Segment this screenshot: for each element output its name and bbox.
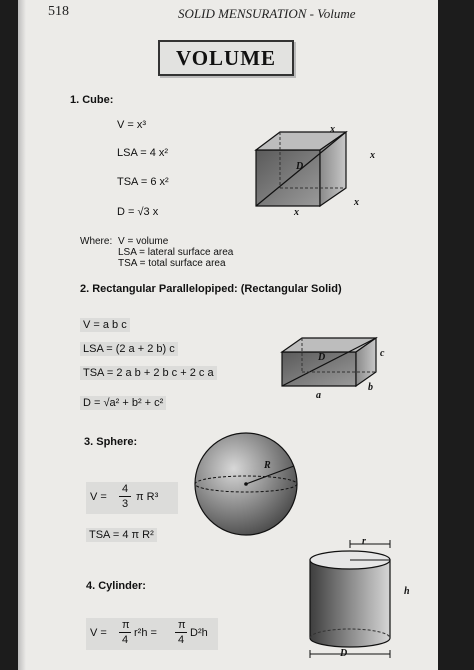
sphere-volume-numerator: 4: [122, 483, 129, 495]
cylinder-fraction2-numerator: π: [178, 619, 186, 631]
title-box: [158, 40, 294, 76]
rect-label-a: a: [316, 390, 321, 401]
fraction-bar: [119, 632, 131, 633]
cube-label-top-x: x: [330, 124, 335, 135]
cylinder-label-h: h: [404, 586, 410, 597]
rect-volume-formula: V = a b c: [80, 318, 130, 332]
where-line-lsa: LSA = lateral surface area: [118, 247, 234, 258]
sphere-volume-rhs: π R³: [136, 491, 159, 503]
cylinder-fraction1-denominator: 4: [122, 634, 129, 646]
sphere-heading: 3. Sphere:: [84, 436, 138, 448]
rect-heading: 2. Rectangular Parallelopiped: (Rectangular Solid): [80, 283, 342, 295]
sphere-volume-formula: [86, 482, 178, 514]
page-title: VOLUME: [175, 46, 277, 70]
sphere-center: [244, 482, 248, 486]
cylinder-body: [310, 560, 390, 647]
running-title: SOLID MENSURATION - Volume: [178, 6, 356, 21]
fraction-bar: [175, 632, 187, 633]
where-label: Where:: [80, 236, 113, 247]
cylinder-label-r: r: [362, 536, 366, 547]
sphere-volume-lhs: V =: [90, 491, 107, 503]
rect-label-c: c: [380, 348, 385, 359]
sphere-volume-denominator: 3: [122, 498, 129, 510]
page-number: 518: [48, 4, 69, 19]
cube-lsa-formula: LSA = 4 x²: [117, 147, 169, 159]
cylinder-volume-formula: [86, 618, 218, 650]
sphere-label-r: R: [264, 460, 271, 471]
rect-label-b: b: [368, 382, 373, 393]
cube-heading: 1. Cube:: [70, 94, 114, 106]
cube-label-right-x: x: [370, 150, 375, 161]
sphere-tsa-formula: TSA = 4 π R²: [86, 528, 157, 542]
where-line-volume: V = volume: [118, 236, 169, 247]
fraction-bar: [119, 496, 131, 497]
sphere-diagram: [190, 430, 302, 538]
where-line-tsa: TSA = total surface area: [118, 258, 226, 269]
cylinder-fraction2-denominator: 4: [178, 634, 185, 646]
rect-tsa-formula: TSA = 2 a b + 2 b c + 2 c a: [80, 366, 217, 380]
cube-label-diagonal: D: [296, 161, 304, 172]
rect-lsa-formula: LSA = (2 a + 2 b) c: [80, 342, 178, 356]
book-page: [18, 0, 438, 670]
cylinder-volume-lhs: V =: [90, 627, 107, 639]
cube-tsa-formula: TSA = 6 x²: [117, 176, 169, 188]
cube-diagonal-formula: D = √3 x: [117, 206, 159, 218]
cylinder-volume-mid: r²h =: [134, 627, 157, 639]
cube-volume-formula: V = x³: [117, 119, 147, 131]
cube-label-depth-x: x: [354, 197, 359, 208]
page-gutter-shadow: [18, 0, 26, 670]
cylinder-diagram: [300, 538, 400, 660]
rect-diagonal-formula: D = √a² + b² + c²: [80, 396, 166, 410]
cube-label-bottom-x: x: [294, 207, 299, 218]
cylinder-volume-rhs: D²h: [190, 627, 208, 639]
cylinder-fraction1-numerator: π: [122, 619, 130, 631]
cylinder-heading: 4. Cylinder:: [86, 580, 146, 592]
cylinder-label-d: D: [340, 648, 348, 659]
rect-label-diagonal: D: [318, 352, 326, 363]
